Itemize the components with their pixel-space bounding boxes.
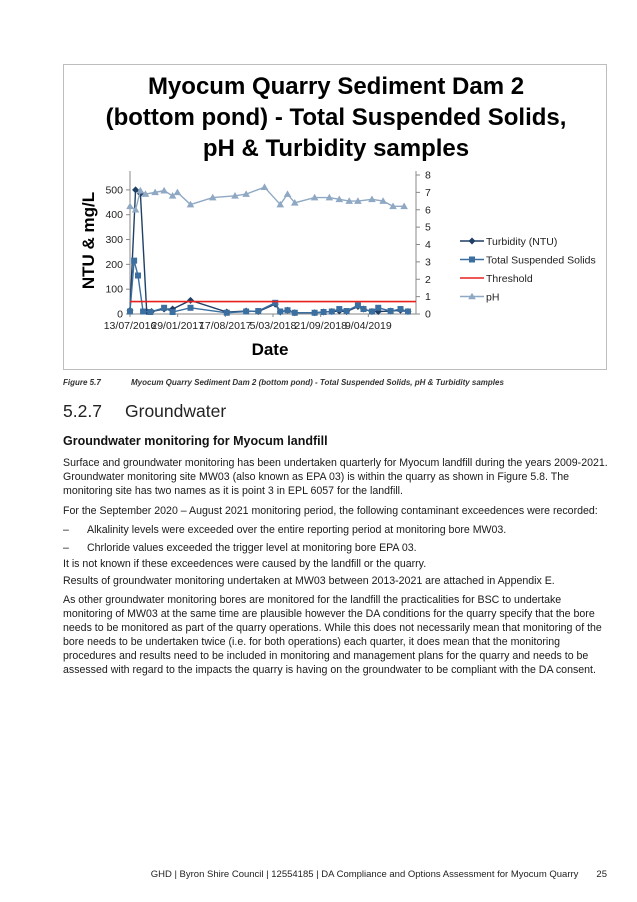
data-point	[284, 190, 292, 197]
chart-title: Myocum Quarry Sediment Dam 2 (bottom pond) - Total Suspended Solids, pH & Turbidity samples	[105, 73, 567, 162]
data-point	[140, 309, 146, 315]
paragraph-cause: It is not known if these exceedences were caused by the landfill or the quarry.	[63, 558, 427, 570]
y-right-tick-label: 0	[425, 308, 431, 321]
legend-label: Threshold	[486, 273, 533, 285]
bullet-dash: –	[63, 542, 69, 554]
data-point	[277, 309, 283, 315]
x-axis-title: Date	[251, 340, 289, 359]
y-left-tick-label: 400	[105, 209, 123, 222]
data-point	[329, 309, 335, 315]
y-right-tick-label: 4	[425, 239, 431, 251]
section-heading	[63, 401, 226, 422]
y-left-tick-label: 500	[105, 184, 123, 197]
data-point	[369, 309, 375, 315]
series-line-0	[130, 190, 408, 313]
x-tick-label: 9/04/2019	[344, 320, 392, 332]
paragraph-intro: Surface and groundwater monitoring has been undertaken quarterly for Myocum landfill during the years 2009-2021. Groundwater monitoring site MW03 (also known as EPA 03) is within the quarry as shown in Figure 5.8. The monitoring site has two names as it is point 3 in EPL 6057 for the landfill.	[63, 457, 608, 497]
figure-caption	[63, 378, 504, 387]
y-left-tick-label: 200	[105, 258, 123, 271]
chart-container	[63, 64, 607, 370]
data-point	[161, 305, 167, 311]
data-point	[135, 273, 141, 279]
subheading: Groundwater monitoring for Myocum landfill	[63, 434, 328, 448]
y-axis-title: NTU & mg/L	[79, 191, 98, 290]
data-point	[368, 196, 376, 203]
data-point	[174, 189, 182, 196]
data-point	[224, 310, 230, 316]
legend-label: pH	[486, 291, 500, 304]
data-point	[405, 309, 411, 315]
data-point	[132, 206, 140, 213]
data-point	[147, 309, 153, 315]
x-tick-label: 21/09/2018	[294, 320, 347, 332]
data-point	[127, 309, 133, 315]
y-left-tick-label: 300	[105, 234, 123, 247]
data-point	[255, 308, 261, 314]
data-point	[160, 187, 168, 194]
y-right-tick-label: 2	[425, 273, 431, 286]
legend-marker	[469, 257, 475, 263]
y-right-tick-label: 3	[425, 256, 431, 269]
data-point	[292, 310, 298, 316]
y-left-tick-label: 0	[117, 308, 123, 321]
data-point	[321, 309, 327, 315]
series-line-1	[130, 261, 408, 313]
data-point	[126, 202, 134, 209]
x-tick-label: 29/01/2017	[151, 320, 204, 332]
data-point	[285, 307, 291, 313]
legend-marker	[469, 238, 476, 245]
data-point	[344, 308, 350, 314]
data-point	[170, 309, 176, 315]
section-number: 5.2.7	[63, 401, 102, 421]
x-tick-label: 13/07/2016	[103, 320, 157, 332]
data-point	[312, 310, 318, 316]
data-point	[388, 308, 394, 314]
bullet-dash: –	[63, 524, 69, 536]
x-tick-label: 17/08/2017	[199, 320, 252, 332]
paragraph-exceedences: For the September 2020 – August 2021 monitoring period, the following contaminant exceedences were recorded:	[63, 505, 598, 517]
y-right-tick-label: 5	[425, 221, 431, 234]
data-point	[272, 300, 278, 306]
chart-canvas	[64, 65, 608, 371]
data-point	[360, 306, 366, 312]
footer-text: GHD | Byron Shire Council | 12554185 | DA Compliance and Options Assessment for Myocum Quarry	[150, 869, 579, 880]
page-number: 25	[596, 869, 607, 880]
data-point	[187, 297, 194, 304]
data-point	[398, 306, 404, 312]
page-footer	[151, 869, 607, 880]
legend-label: Turbidity (NTU)	[486, 236, 558, 248]
figure-number: Figure 5.7	[63, 378, 101, 387]
data-point	[336, 306, 342, 312]
y-left-tick-label: 100	[105, 283, 123, 296]
data-point	[131, 258, 137, 264]
paragraph-results: Results of groundwater monitoring undertaken at MW03 between 2013-2021 are attached in Appendix E.	[63, 575, 555, 587]
bullet-text: Chrloride values exceeded the trigger level at monitoring bore EPA 03.	[87, 542, 417, 554]
data-point	[243, 309, 249, 315]
x-tick-label: 5/03/2018	[249, 320, 297, 332]
data-point	[355, 302, 361, 308]
y-right-tick-label: 7	[425, 186, 431, 199]
bullet-text: Alkalinity levels were exceeded over the entire reporting period at monitoring bore MW03.	[87, 524, 507, 536]
data-point	[375, 305, 381, 311]
figure-caption-text: Myocum Quarry Sediment Dam 2 (bottom pond) - Total Suspended Solids, pH & Turbidity samples	[131, 378, 504, 387]
data-point	[187, 305, 193, 311]
paragraph-practicalities: As other groundwater monitoring bores are monitored for the landfill the practicalities for BSC to undertake monitoring of MW03 at the same time are plausible however the DA conditions for the quarry specify that the bore needs to be monitored as part of the quarry operations. While this does not necessarily mean that monitoring of the bore needs to be undertaken twice (i.e. for both operations) each quarter, it does mean that the monitoring procedures and results need to be included in monitoring and management plans for the quarry and needs to be assessed with regard to the impacts the quarry is having on the groundwater to be compliant with the DA consent.	[63, 594, 602, 676]
legend-label: Total Suspended Solids	[486, 254, 596, 267]
data-point	[261, 183, 269, 190]
section-title: Groundwater	[125, 401, 227, 421]
y-right-tick-label: 8	[425, 169, 431, 182]
y-right-tick-label: 1	[425, 291, 431, 304]
y-right-tick-label: 6	[425, 204, 431, 217]
